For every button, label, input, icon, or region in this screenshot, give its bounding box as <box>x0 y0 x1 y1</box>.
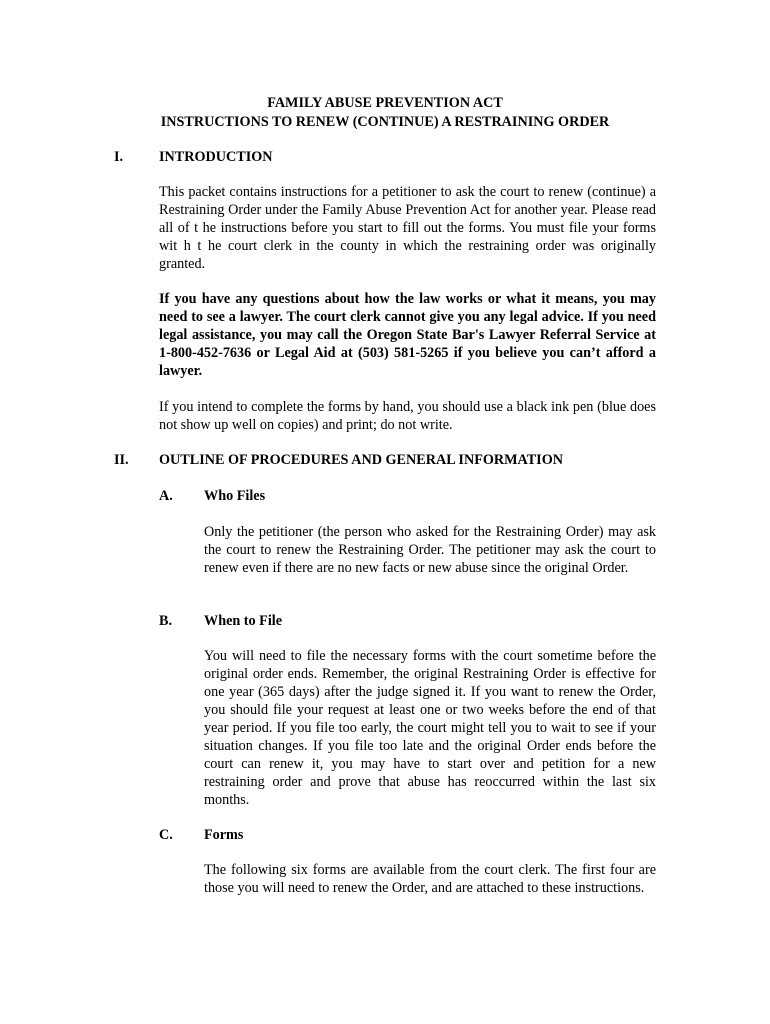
subsection-c-heading: Forms <box>204 827 244 843</box>
section-1-number: I. <box>114 149 124 165</box>
who-files-paragraph: Only the petitioner (the person who asked for the Restraining Order) may ask the court to renew the Restraining Order. The petitioner may ask the court to renew even if there are no new facts or new abuse since the original Order. <box>204 524 656 576</box>
forms-paragraph: The following six forms are available from the court clerk. The first four are those you will need to renew the Order, and are attached to these instructions. <box>204 862 656 896</box>
subsection-c-number: C. <box>159 827 173 843</box>
document-title-line-2: INSTRUCTIONS TO RENEW (CONTINUE) A RESTRAINING ORDER <box>160 114 610 130</box>
subsection-a-heading: Who Files <box>204 488 266 504</box>
document-title-line-1: FAMILY ABUSE PREVENTION ACT <box>267 95 503 111</box>
legal-advice-notice: If you have any questions about how the law works or what it means, you may need to see a lawyer. The court clerk cannot give you any legal advice. If you need legal assistance, you may call the Oregon State Bar's Lawyer Referral Service at 1-800-452-7636 or Legal Aid at (503) 581-5265 if you believe you can’t afford a lawyer. <box>159 291 656 379</box>
section-2-heading: OUTLINE OF PROCEDURES AND GENERAL INFORMATION <box>159 452 563 468</box>
section-1-heading: INTRODUCTION <box>159 149 273 165</box>
ink-pen-instruction: If you intend to complete the forms by hand, you should use a black ink pen (blue does not show up well on copies) and print; do not write. <box>159 399 656 433</box>
when-to-file-paragraph: You will need to file the necessary forms with the court sometime before the original order ends. Remember, the original Restraining Order is effective for one year (365 days) after the judge signed it. If you want to renew the Order, you should file your request at least one or two weeks before the end of that year period. If you file too early, the court might tell you to wait to see if your situation changes. If you file too late and the original Order ends before the court can renew it, you may have to start over and petition for a new restraining order and prove that abuse has reoccurred within the last six months. <box>204 648 656 808</box>
subsection-b-number: B. <box>159 613 173 629</box>
subsection-b-heading: When to File <box>204 613 283 629</box>
section-2-number: II. <box>114 452 129 468</box>
subsection-a-number: A. <box>159 488 173 504</box>
intro-paragraph: This packet contains instructions for a petitioner to ask the court to renew (continue) a Restraining Order under the Family Abuse Prevention Act for another year. Please read all of t he instructions before you start to fill out the forms. You must file your forms wit h t he court clerk in the county in which the restraining order was originally granted. <box>159 184 656 272</box>
